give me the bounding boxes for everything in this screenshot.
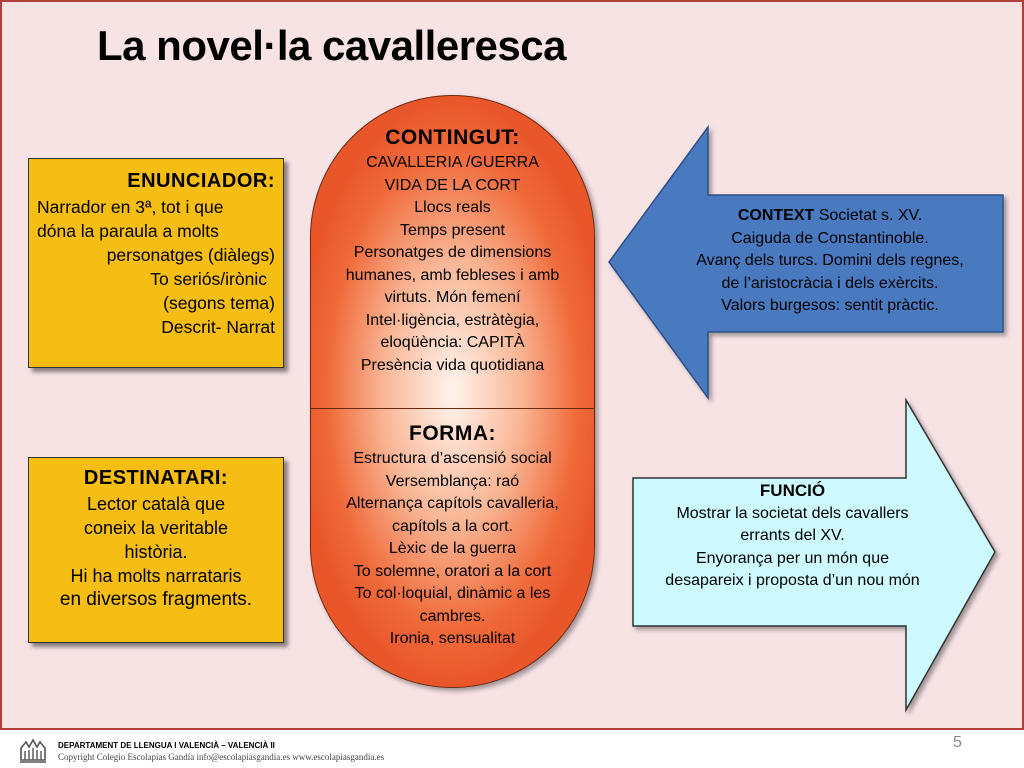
funcio-line: errants del XV. [740, 527, 845, 544]
forma-line: capítols a la cort. [392, 517, 513, 535]
enunciador-line: dóna la paraula a molts [37, 221, 219, 241]
forma-heading: FORMA: [409, 422, 496, 445]
contingut-line: Personatges de dimensions [353, 244, 552, 261]
funcio-line: Mostrar la societat dels cavallers [676, 504, 909, 522]
contingut-line: Temps present [400, 221, 505, 239]
context-line: de l’aristocràcia i dels exèrcits. [721, 274, 939, 292]
enunciador-line: (segons tema) [163, 293, 275, 313]
forma-line: To solemne, oratori a la cort [353, 562, 552, 580]
contingut-line: CAVALLERIA /GUERRA [366, 154, 539, 171]
forma-line: Versemblança: raó [385, 472, 520, 490]
destinatari-line: en diversos fragments. [59, 589, 253, 610]
context-line: Caiguda de Constantinoble. [731, 229, 929, 247]
contingut-line: humanes, amb febleses i amb [345, 266, 560, 284]
funcio-text-block [635, 480, 950, 593]
enunciador-heading: ENUNCIADOR: [127, 170, 275, 192]
contingut-line: Presència vida quotidiana [360, 356, 545, 374]
slide-number: 5 [953, 734, 962, 751]
forma-line: Estructura d’ascensió social [353, 450, 552, 467]
forma-heading-text: FORMA [409, 422, 489, 445]
contingut-heading: CONTINGUT: [385, 126, 520, 149]
content-form-capsule [310, 95, 595, 688]
context-text-block [650, 205, 1010, 318]
contingut-line: Intel·ligència, estràtègia, [365, 311, 540, 329]
enunciador-line: Narrador en 3ª, tot i que [37, 197, 224, 217]
destinatari-box [28, 457, 284, 643]
contingut-heading-text: CONTINGUT [385, 126, 513, 149]
forma-line: Ironia, sensualitat [389, 630, 516, 647]
footer-department: DEPARTAMENT DE LLENGUA I VALENCIÀ – VALENCIÀ II [58, 741, 275, 750]
forma-section [311, 420, 594, 651]
forma-line: Alternança capítols cavalleria, [346, 495, 559, 512]
enunciador-line: Descrit- Narrat [161, 317, 275, 337]
forma-line: Lèxic de la guerra [388, 540, 517, 557]
destinatari-heading-text: DESTINATARI [83, 467, 221, 489]
destinatari-line: història. [124, 542, 188, 562]
destinatari-line: Lector català que [86, 494, 226, 514]
destinatari-heading: DESTINATARI: [83, 467, 229, 489]
contingut-line: eloqüència: CAPITÀ [380, 334, 525, 351]
context-heading: CONTEXT [737, 207, 815, 224]
contingut-line: virtuts. Món femení [384, 289, 521, 306]
enunciador-heading-text: ENUNCIADOR [127, 170, 268, 192]
contingut-line: VIDA DE LA CORT [384, 176, 521, 194]
context-first-line-rest: Societat s. XV. [818, 207, 923, 224]
funcio-line: Enyorança per un món que [695, 549, 889, 567]
school-crest-icon [18, 738, 48, 764]
footer [0, 732, 1024, 768]
capsule-divider [311, 408, 594, 409]
contingut-line: Llocs reals [414, 199, 491, 216]
funcio-heading: FUNCIÓ [759, 481, 826, 500]
enunciador-box [28, 158, 284, 368]
destinatari-line: Hi ha molts narrataris [70, 566, 242, 586]
enunciador-line: To seriós/irònic [150, 269, 267, 289]
context-first-line [650, 205, 1010, 228]
contingut-section [311, 124, 594, 377]
forma-line: To col·loquial, dinàmic a les [354, 585, 551, 602]
context-line: Avanç dels turcs. Domini dels regnes, [696, 252, 964, 269]
destinatari-line: coneix la veritable [83, 518, 229, 538]
slide-title: La novel·la cavalleresca [97, 22, 566, 69]
forma-line: cambres. [419, 607, 486, 625]
context-line: Valors burgesos: sentit pràctic. [721, 297, 939, 314]
enunciador-line: personatges (diàlegs) [106, 245, 275, 265]
footer-copyright: Copyright Colegio Escolapias Gandía info@escolapiasgandia.es www.escolapiasgandia.es [58, 752, 385, 762]
funcio-line: desapareix i proposta d’un nou món [665, 572, 920, 589]
